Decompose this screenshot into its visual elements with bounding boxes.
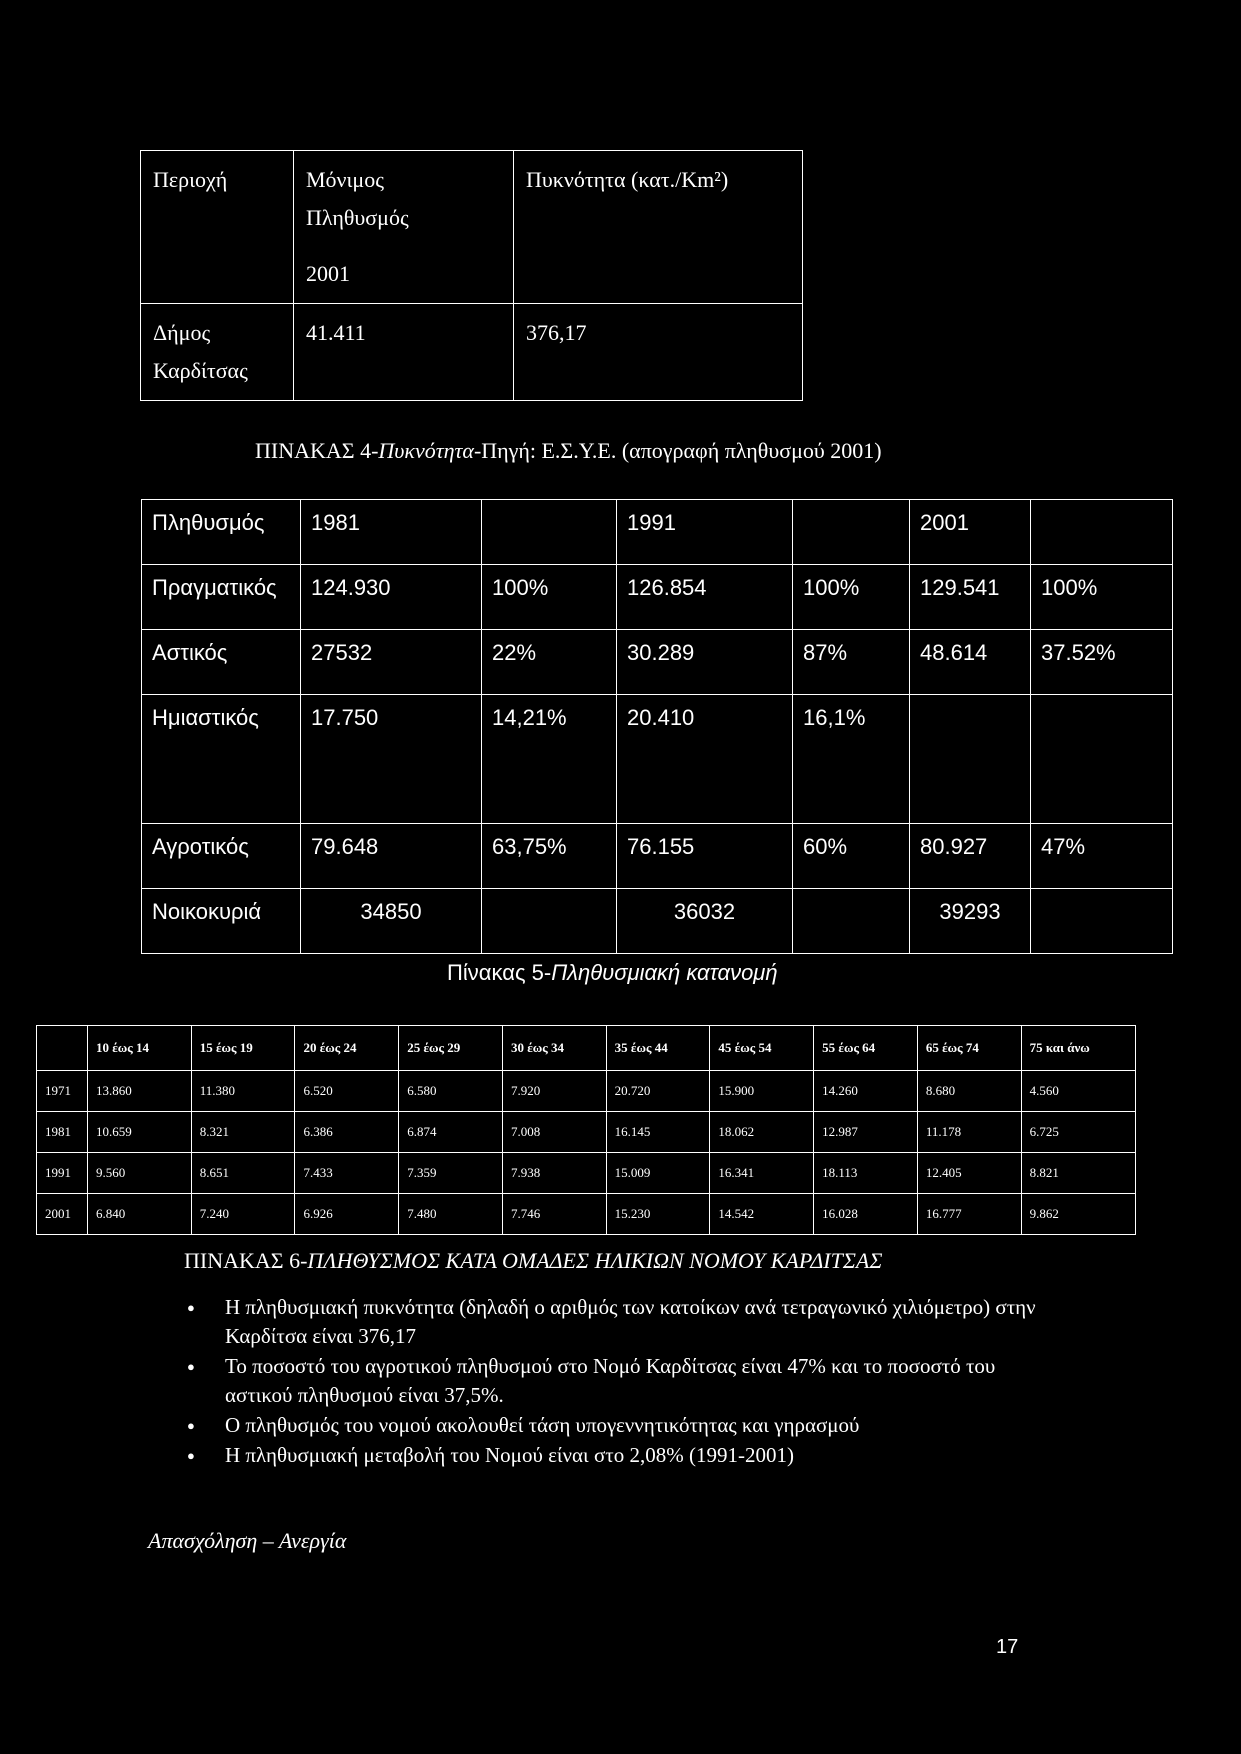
table-cell: 48.614 [910, 630, 1031, 695]
table-cell: 7.746 [502, 1194, 606, 1235]
table-cell: 7.359 [399, 1153, 503, 1194]
table-cell: 47% [1031, 824, 1173, 889]
table-cell: Αστικός [142, 630, 301, 695]
caption-text: ΠΙΝΑΚΑΣ 4- [255, 438, 379, 463]
table-cell: 18.113 [814, 1153, 918, 1194]
table-cell [910, 695, 1031, 824]
table-cell: 7.433 [295, 1153, 399, 1194]
caption-text: Πίνακας 5- [447, 960, 552, 985]
table-cell [1031, 695, 1173, 824]
table-cell: 2001 [37, 1194, 88, 1235]
bullet-list [180, 1293, 1060, 1471]
caption-italic: Πληθυσμιακή κατανομή [551, 960, 778, 985]
table-cell: 79.648 [301, 824, 482, 889]
table-cell: 16.777 [917, 1194, 1021, 1235]
table-cell: 14,21% [482, 695, 617, 824]
header-population [294, 151, 514, 304]
cell-text: Δήμος [153, 320, 211, 345]
table-cell: 100% [1031, 565, 1173, 630]
page-number: 17 [996, 1636, 1019, 1658]
table-row [37, 1194, 1136, 1235]
table-cell: 16.028 [814, 1194, 918, 1235]
table-cell: 6.874 [399, 1112, 503, 1153]
row-density [514, 304, 803, 401]
table-cell: 12.405 [917, 1153, 1021, 1194]
table-cell: 39293 [910, 889, 1031, 954]
header-cell [37, 1026, 88, 1071]
table-cell: 8.821 [1021, 1153, 1135, 1194]
table-cell: 14.542 [710, 1194, 814, 1235]
table-row [142, 824, 1173, 889]
header-density [514, 151, 803, 304]
table-cell: 100% [482, 565, 617, 630]
header-cell: 55 έως 64 [814, 1026, 918, 1071]
table-header-row [142, 500, 1173, 565]
table-cell: 6.580 [399, 1071, 503, 1112]
cell-text: Μόνιμος [306, 167, 384, 192]
table-cell: 16,1% [793, 695, 910, 824]
list-item: ● Η πληθυσμιακή μεταβολή του Νομού είναι στο 2,08% (1991-2001) [180, 1441, 1060, 1470]
list-item: ● Ο πληθυσμός του νομού ακολουθεί τάση υπογεννητικότητας και γηρασμού [180, 1411, 1060, 1440]
table-row [37, 1112, 1136, 1153]
table-cell: 124.930 [301, 565, 482, 630]
table-cell: Ημιαστικός [142, 695, 301, 824]
table-row [142, 889, 1173, 954]
table-cell: 100% [793, 565, 910, 630]
table-cell: 18.062 [710, 1112, 814, 1153]
table-cell: 14.260 [814, 1071, 918, 1112]
table-cell: 63,75% [482, 824, 617, 889]
list-item: ● Η πληθυσμιακή πυκνότητα (δηλαδή ο αριθμός των κατοίκων ανά τετραγωνικό χιλιόμετρο) στην Καρδίτσα είναι 376,17 [180, 1293, 1060, 1351]
table-cell: 87% [793, 630, 910, 695]
table-cell [1031, 889, 1173, 954]
table-cell: 27532 [301, 630, 482, 695]
table-cell: 11.380 [191, 1071, 295, 1112]
table-cell: 15.900 [710, 1071, 814, 1112]
table-caption-4 [255, 438, 882, 464]
table-cell: 15.009 [606, 1153, 710, 1194]
caption-text: ΠΙΝΑΚΑΣ 6- [184, 1248, 308, 1273]
table-cell: 16.145 [606, 1112, 710, 1153]
table-cell: 10.659 [88, 1112, 192, 1153]
table-cell: 126.854 [617, 565, 793, 630]
table-cell: Πραγματικός [142, 565, 301, 630]
table-cell: 30.289 [617, 630, 793, 695]
header-cell: 1981 [301, 500, 482, 565]
table-cell: 9.560 [88, 1153, 192, 1194]
table-header-row [37, 1026, 1136, 1071]
density-table [140, 150, 803, 401]
cell-text: 376,17 [526, 320, 587, 345]
header-cell: 2001 [910, 500, 1031, 565]
table-cell: 9.862 [1021, 1194, 1135, 1235]
list-item: ● Το ποσοστό του αγροτικού πληθυσμού στο Νομό Καρδίτσας είναι 47% και το ποσοστό του αστικού πληθυσμού είναι 37,5%. [180, 1352, 1060, 1410]
table-cell: 60% [793, 824, 910, 889]
cell-text: 41.411 [306, 320, 366, 345]
row-population [294, 304, 514, 401]
table-cell: 17.750 [301, 695, 482, 824]
header-cell: 20 έως 24 [295, 1026, 399, 1071]
table-row [37, 1071, 1136, 1112]
table-row [141, 304, 803, 401]
cell-text: Πληθυσμός [306, 205, 409, 230]
caption-italic: Πυκνότητα [378, 438, 474, 463]
header-cell [482, 500, 617, 565]
table-cell: 1981 [37, 1112, 88, 1153]
table-cell: 34850 [301, 889, 482, 954]
header-cell: 45 έως 54 [710, 1026, 814, 1071]
cell-text: Καρδίτσας [153, 358, 248, 383]
header-cell: 30 έως 34 [502, 1026, 606, 1071]
table-cell: 6.386 [295, 1112, 399, 1153]
table-cell: 6.840 [88, 1194, 192, 1235]
table-cell: Αγροτικός [142, 824, 301, 889]
table-cell: 7.240 [191, 1194, 295, 1235]
caption-text: -Πηγή: Ε.Σ.Υ.Ε. (απογραφή πληθυσμού 2001) [473, 438, 882, 463]
section-heading: Απασχόληση – Ανεργία [148, 1528, 347, 1553]
header-cell: Πληθυσμός [142, 500, 301, 565]
table-cell: 11.178 [917, 1112, 1021, 1153]
header-cell [1031, 500, 1173, 565]
table-cell: Νοικοκυριά [142, 889, 301, 954]
table-row [141, 151, 803, 304]
cell-text: 2001 [306, 261, 350, 286]
table-row [142, 695, 1173, 824]
table-cell: 76.155 [617, 824, 793, 889]
table-cell: 7.920 [502, 1071, 606, 1112]
table-cell: 6.725 [1021, 1112, 1135, 1153]
table-cell: 22% [482, 630, 617, 695]
header-region [141, 151, 294, 304]
table-cell: 6.520 [295, 1071, 399, 1112]
table-cell: 13.860 [88, 1071, 192, 1112]
table-caption-6 [184, 1248, 882, 1274]
table-cell: 1971 [37, 1071, 88, 1112]
header-cell: 65 έως 74 [917, 1026, 1021, 1071]
header-cell: 25 έως 29 [399, 1026, 503, 1071]
table-cell: 80.927 [910, 824, 1031, 889]
table-cell: 15.230 [606, 1194, 710, 1235]
row-region [141, 304, 294, 401]
cell-text: Πυκνότητα (κατ./Km²) [526, 167, 729, 192]
table-cell: 12.987 [814, 1112, 918, 1153]
table-row [142, 565, 1173, 630]
table-cell [793, 889, 910, 954]
cell-text: Περιοχή [153, 167, 228, 192]
caption-italic: ΠΛΗΘΥΣΜΟΣ ΚΑΤΑ ΟΜΑΔΕΣ ΗΛΙΚΙΩΝ ΝΟΜΟΥ ΚΑΡΔΙΤΣΑΣ [307, 1248, 883, 1273]
table-cell: 16.341 [710, 1153, 814, 1194]
table-cell: 8.680 [917, 1071, 1021, 1112]
table-cell: 4.560 [1021, 1071, 1135, 1112]
table-cell: 37.52% [1031, 630, 1173, 695]
table-cell: 7.008 [502, 1112, 606, 1153]
table-row [37, 1153, 1136, 1194]
header-cell: 1991 [617, 500, 793, 565]
table-cell: 1991 [37, 1153, 88, 1194]
age-groups-table [36, 1025, 1136, 1235]
table-cell: 129.541 [910, 565, 1031, 630]
table-cell: 7.480 [399, 1194, 503, 1235]
table-cell: 20.410 [617, 695, 793, 824]
table-cell: 8.651 [191, 1153, 295, 1194]
header-cell: 35 έως 44 [606, 1026, 710, 1071]
table-cell: 36032 [617, 889, 793, 954]
population-table [141, 499, 1173, 954]
table-cell: 20.720 [606, 1071, 710, 1112]
header-cell [793, 500, 910, 565]
table-cell [482, 889, 617, 954]
table-row [142, 630, 1173, 695]
table-cell: 8.321 [191, 1112, 295, 1153]
table-cell: 7.938 [502, 1153, 606, 1194]
header-cell: 10 έως 14 [88, 1026, 192, 1071]
table-caption-5 [447, 960, 778, 986]
table-cell: 6.926 [295, 1194, 399, 1235]
header-cell: 15 έως 19 [191, 1026, 295, 1071]
header-cell: 75 και άνω [1021, 1026, 1135, 1071]
